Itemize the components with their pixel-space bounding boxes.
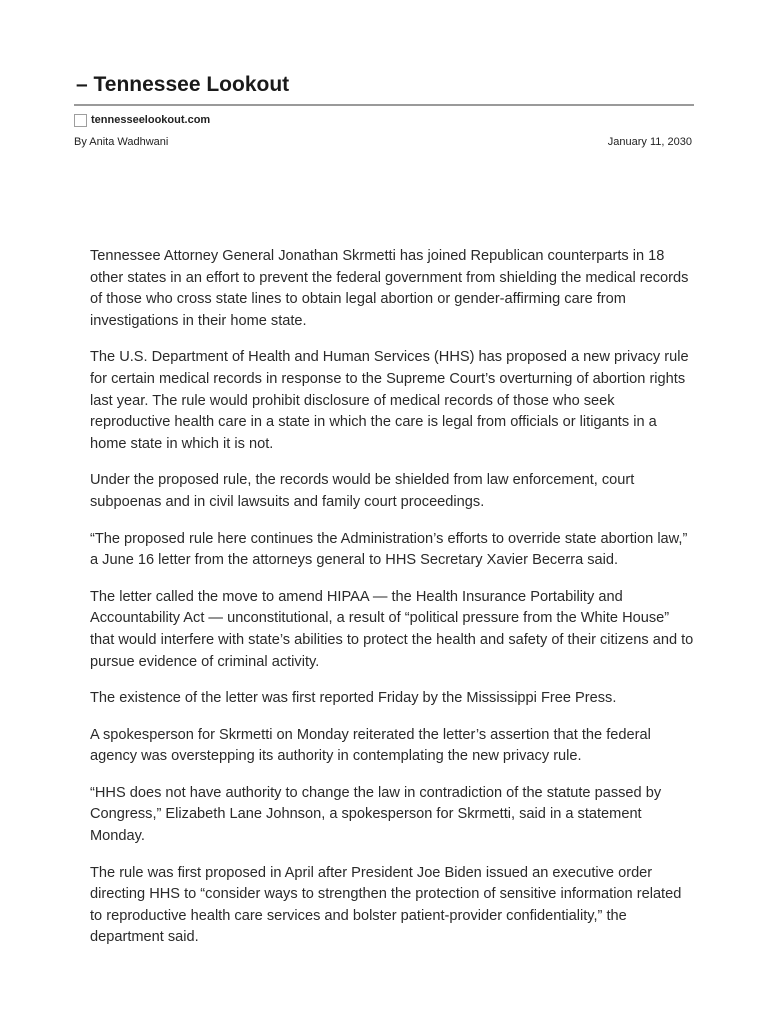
paragraph: “HHS does not have authority to change the law in contradiction of the statute passed by Congress,” Elizabeth Lane Johnson, a spokesperson for Skrmetti, said in a statement Monday.	[90, 784, 662, 845]
paragraph: “The proposed rule here continues the Administration’s efforts to override state abortion law,” a June 16 letter from the attorneys general to HHS Secretary Xavier Becerra said.	[90, 530, 688, 569]
paragraph: The letter called the move to amend HIPAA — the Health Insurance Portability and Accountability Act — unconstitutional, a result of “political pressure from the White House” that would interfere with state’s abilities to protect the health and safety of their citizens and to pursue evidence of criminal activity.	[90, 588, 694, 670]
paragraph: Tennessee Attorney General Jonathan Skrmetti has joined Republican counterparts in 18 other states in an effort to prevent the federal government from shielding the medical records of those who cross state lines to obtain legal abortion or gender-affirming care from investigations in their home state.	[90, 248, 689, 329]
favicon-placeholder-icon	[74, 114, 87, 127]
byline: By Anita Wadhwani	[74, 136, 169, 148]
paragraph: A spokesperson for Skrmetti on Monday reiterated the letter’s assertion that the federal agency was overstepping its authority in contemplating the new privacy rule.	[90, 726, 651, 765]
publish-date: January 11, 2030	[607, 136, 692, 148]
paragraph: The existence of the letter was first reported Friday by the Mississippi Free Press.	[90, 690, 617, 707]
header-divider	[74, 104, 694, 106]
article-body	[90, 246, 696, 964]
page-title: – Tennessee Lookout	[76, 73, 290, 96]
source-domain[interactable]: tennesseelookout.com	[91, 114, 211, 126]
meta-row	[74, 136, 692, 148]
source-row	[74, 112, 694, 128]
paragraph: Under the proposed rule, the records would be shielded from law enforcement, court subpoenas and in civil lawsuits and family court proceedings.	[90, 472, 635, 510]
paragraph: The rule was first proposed in April after President Joe Biden issued an executive order directing HHS to “consider ways to strengthen the protection of sensitive information related to reproductive health care services and bolster patient-provider confidentiality,” the department said.	[90, 864, 682, 946]
article-header	[74, 72, 694, 148]
paragraph: The U.S. Department of Health and Human Services (HHS) has proposed a new privacy rule for certain medical records in response to the Supreme Court’s overturning of abortion rights last year. The rule would prohibit disclosure of medical records of those who seek reproductive health care in a state in which the care is legal from officials or litigants in a home state in which it is not.	[90, 349, 689, 452]
